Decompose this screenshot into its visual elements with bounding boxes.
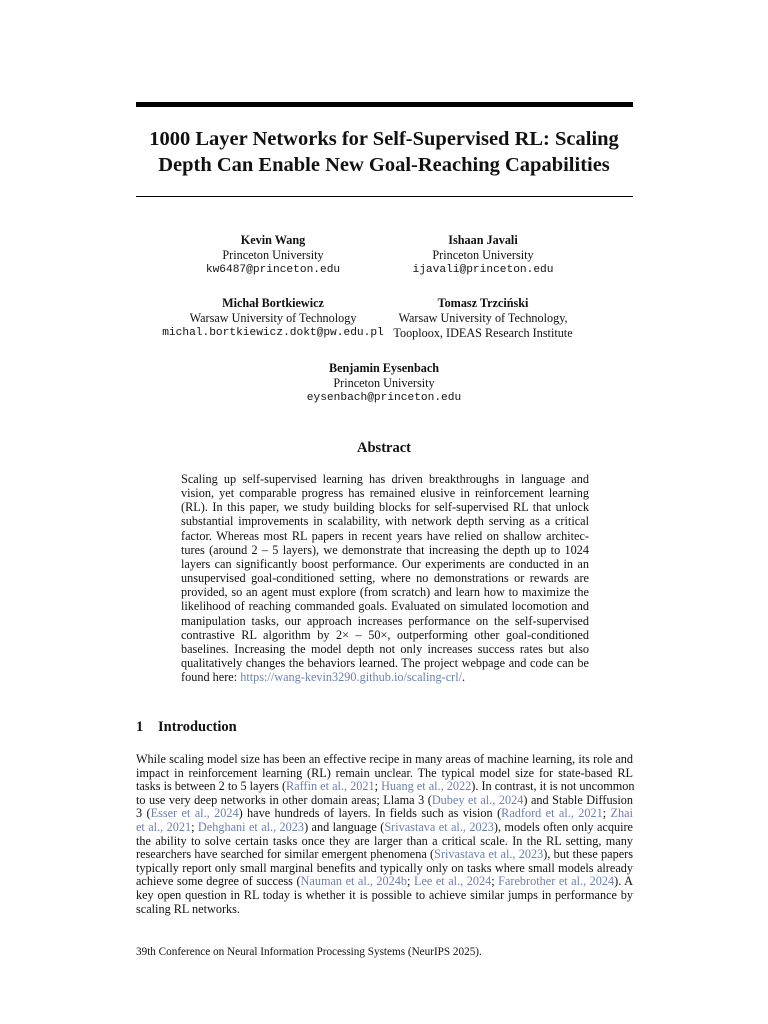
citation-link[interactable]: et al., 2021 xyxy=(136,819,192,834)
abstract-line: (RL). In this paper, we study building blocks for self-supervised RL that unlock xyxy=(181,500,589,515)
abstract-line: factor. Whereas most RL papers in recent years have relied on shallow architec- xyxy=(181,528,589,543)
author-name: Ishaan Javali xyxy=(448,233,518,247)
intro-line xyxy=(136,821,633,835)
title-line: Depth Can Enable New Goal-Reaching Capabilities xyxy=(158,154,610,176)
citation-link[interactable]: Zhai xyxy=(610,806,633,821)
author-email: eysenbach@princeton.edu xyxy=(306,392,462,404)
author-affiliation: Warsaw University of Technology, xyxy=(398,311,568,325)
citation-link[interactable]: Dehghani et al., 2023 xyxy=(197,819,305,834)
intro-text: ; xyxy=(191,819,198,834)
intro-text: achieve some degree of success ( xyxy=(136,874,301,889)
intro-text: 3 ( xyxy=(136,806,151,821)
abstract-line xyxy=(181,670,589,684)
author-block xyxy=(348,233,618,278)
abstract-line: contrastive RL algorithm by 2× – 50×, outperforming other goal-conditioned xyxy=(181,627,589,642)
abstract-line: baselines. Increasing the model depth not only increases success rates but also xyxy=(181,641,589,656)
author-email: michal.bortkiewicz.dokt@pw.edu.pl xyxy=(162,327,384,339)
intro-text: ) and Stable Diffusion xyxy=(523,792,634,807)
intro-text: ; xyxy=(491,874,499,889)
abstract-line: vision, yet comparable progress has remained elusive in reinforcement learning xyxy=(181,486,589,501)
intro-text: ; xyxy=(407,874,414,889)
author-name: Tomasz Trzciński xyxy=(437,296,529,310)
citation-link[interactable]: Raffin et al., 2021 xyxy=(286,779,375,794)
citation-link[interactable]: Huang et al., 2022 xyxy=(381,779,472,794)
intro-line xyxy=(136,848,633,862)
intro-text: ). A xyxy=(614,874,634,889)
citation-link[interactable]: Nauman et al., 2024b xyxy=(300,874,408,889)
intro-line xyxy=(136,889,633,903)
author-name: Kevin Wang xyxy=(240,233,306,247)
intro-line xyxy=(136,753,633,767)
paper-title xyxy=(120,126,648,178)
intro-line xyxy=(136,780,633,794)
intro-text: tasks is between 2 to 5 layers ( xyxy=(136,779,287,794)
intro-text: to use very deep networks in other domain areas; Llama 3 ( xyxy=(136,792,432,807)
citation-link[interactable]: Radford et al., 2021 xyxy=(501,806,603,821)
intro-line xyxy=(136,794,633,808)
abstract-heading: Abstract xyxy=(357,440,411,456)
author-name: Michał Bortkiewicz xyxy=(222,296,324,310)
intro-text: ), but these papers xyxy=(543,847,633,862)
abstract-line: likelihood of reaching commanded goals. Evaluated on simulated locomotion and xyxy=(181,599,589,614)
author-name: Benjamin Eysenbach xyxy=(328,361,440,375)
author-affiliation: Princeton University xyxy=(432,248,534,262)
intro-line xyxy=(136,875,633,889)
citation-link[interactable]: Dubey et al., 2024 xyxy=(431,792,524,807)
intro-text: ; xyxy=(602,806,611,821)
title-top-rule xyxy=(136,102,633,107)
section-title: Introduction xyxy=(158,719,237,735)
intro-text: ) have hundreds of layers. In fields such as vision ( xyxy=(238,806,502,821)
intro-text: typically report only small marginal benefits and typically only on tasks where small models already xyxy=(136,860,633,875)
intro-text: impact in reinforcement learning (RL) remain unclear. The typical model size for state-based RL xyxy=(136,765,633,780)
abstract-line: layers can significantly boost performance. Our experiments are conducted in an xyxy=(181,556,589,571)
section-heading xyxy=(136,719,237,736)
abstract-line: provided, so an agent must explore (from scratch) and learn how to maximize the xyxy=(181,585,589,600)
author-affiliation: Warsaw University of Technology xyxy=(189,311,357,325)
conference-footnote: 39th Conference on Neural Information Processing Systems (NeurIPS 2025). xyxy=(136,946,482,958)
author-affiliation: Tooploox, IDEAS Research Institute xyxy=(393,326,573,340)
author-affiliation: Princeton University xyxy=(333,376,435,390)
intro-line xyxy=(136,903,633,917)
abstract-line: manipulation tasks, our approach increases performance on the self-supervised xyxy=(181,613,589,628)
section-number: 1 xyxy=(136,719,144,735)
title-line: 1000 Layer Networks for Self-Supervised RL: Scaling xyxy=(149,128,619,150)
intro-text: While scaling model size has been an effective recipe in many areas of machine learning, its role and xyxy=(136,752,633,766)
abstract-line-prefix: found here: xyxy=(181,670,241,685)
abstract-line: qualitatively changes the behaviors learned. The project webpage and code can be xyxy=(181,656,589,671)
intro-line xyxy=(136,767,633,781)
intro-text: the ability to solve certain tasks once they are larger than a critical scale. In the RL setting, many xyxy=(136,833,633,848)
intro-line xyxy=(136,862,633,876)
project-webpage-link[interactable]: https://wang-kevin3290.github.io/scaling-crl/ xyxy=(240,670,463,685)
author-email: ijavali@princeton.edu xyxy=(412,264,554,276)
intro-text: ; xyxy=(374,779,382,794)
citation-link[interactable]: Lee et al., 2024 xyxy=(413,874,492,889)
author-block xyxy=(249,361,519,406)
intro-text: researchers have searched for similar emergent phenomena ( xyxy=(136,847,435,862)
intro-text: key open question in RL today is whether it is possible to achieve similar jumps in performance by xyxy=(136,887,633,902)
citation-link[interactable]: Farebrother et al., 2024 xyxy=(498,874,615,889)
intro-text: scaling RL networks. xyxy=(136,901,240,916)
abstract-line-suffix: . xyxy=(462,670,466,685)
author-block xyxy=(348,296,618,341)
author-email: kw6487@princeton.edu xyxy=(205,264,341,276)
intro-line xyxy=(136,807,633,821)
abstract-line: unsupervised goal-conditioned setting, where no demonstrations or rewards are xyxy=(181,571,589,586)
citation-link[interactable]: Srivastava et al., 2023 xyxy=(434,847,544,862)
abstract-line: tures (around 2 – 5 layers), we demonstrate that increasing the depth up to 1024 xyxy=(181,542,589,557)
citation-link[interactable]: Srivastava et al., 2023 xyxy=(384,819,494,834)
intro-text: ) and language ( xyxy=(304,819,385,834)
abstract-line: substantial improvements in scalability, with network depth serving as a critical xyxy=(181,514,589,529)
intro-line xyxy=(136,835,633,849)
abstract-line: Scaling up self-supervised learning has driven breakthroughs in language and xyxy=(181,472,589,486)
citation-link[interactable]: Esser et al., 2024 xyxy=(150,806,239,821)
intro-text: ), models often only acquire xyxy=(493,819,633,834)
intro-text: ). In contrast, it is not uncommon xyxy=(471,779,635,794)
introduction-body xyxy=(136,753,633,916)
abstract-body xyxy=(181,472,589,684)
title-bottom-rule xyxy=(136,196,633,197)
author-affiliation: Princeton University xyxy=(222,248,324,262)
